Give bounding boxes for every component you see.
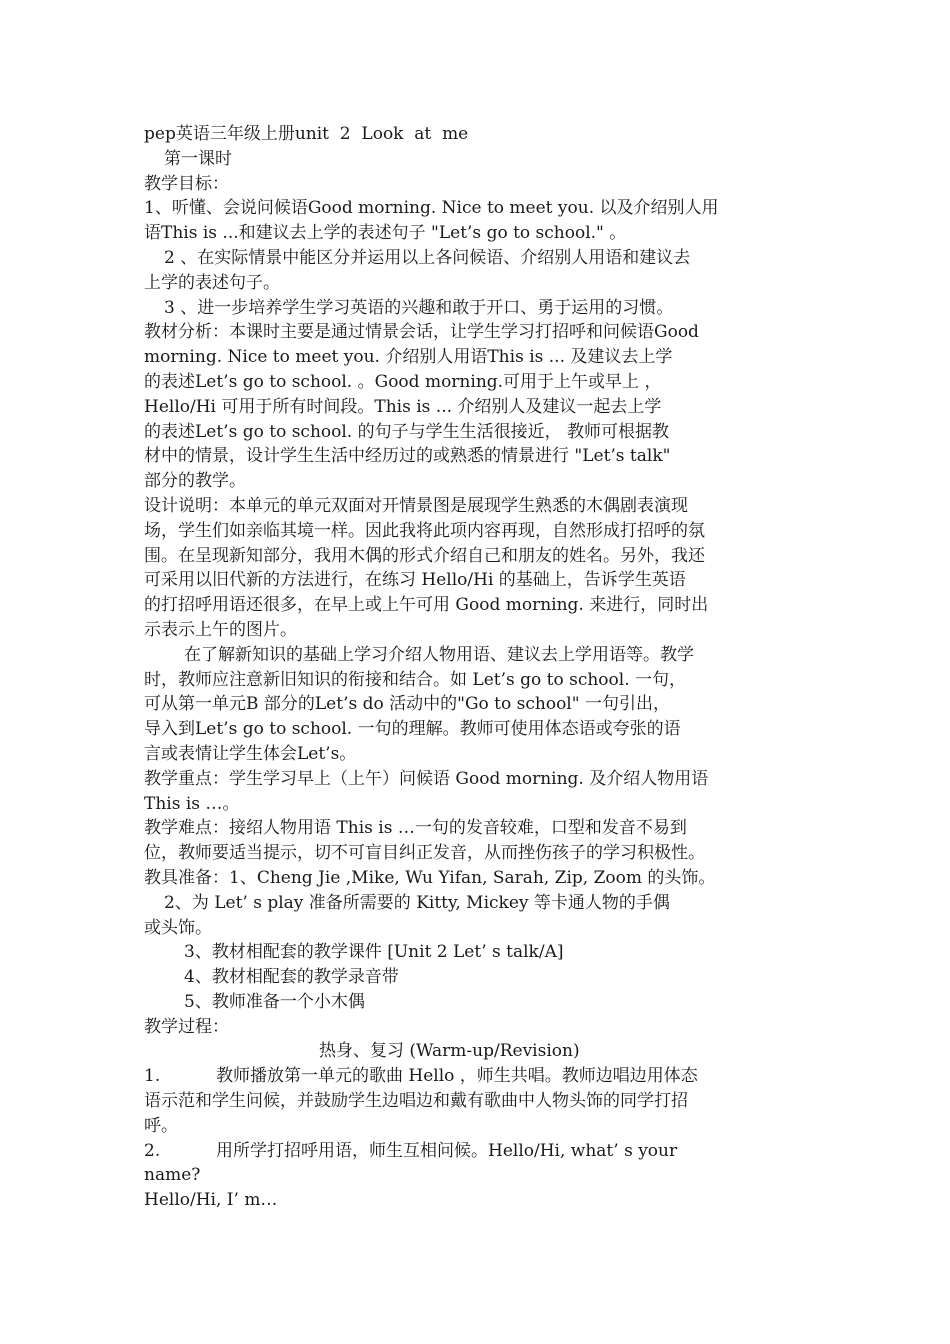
materials-line: 教具准备：1、Cheng Jie ,Mike, Wu Yifan, Sarah, Zip, Zoom 的头饰。 bbox=[144, 867, 716, 888]
warmup-heading: 热身、复习 (Warm-up/Revision) bbox=[319, 1041, 580, 1062]
step-2-text: 用所学打招呼用语，师生互相问候。Hello/Hi, what’ s your bbox=[216, 1140, 678, 1161]
objective-line: 2 、在实际情景中能区分并运用以上各问候语、介绍别人用语和建议去 bbox=[164, 247, 691, 268]
step-2-line: Hello/Hi, I’ m… bbox=[144, 1190, 278, 1211]
difficulties-line: 教学难点：接绍人物用语 This is …一句的发音较难，口型和发音不易到 bbox=[144, 818, 687, 839]
objective-line: 1、听懂、会说问候语Good morning. Nice to meet you. 以及介绍别人用 bbox=[144, 198, 719, 219]
materials-line: 3、教材相配套的教学课件 [Unit 2 Let’ s talk/A] bbox=[184, 942, 564, 963]
step-1-line: 语示范和学生问候，并鼓励学生边唱边和戴有歌曲中人物头饰的同学打招 bbox=[144, 1091, 688, 1112]
key-points-line: This is …。 bbox=[144, 793, 240, 814]
document-title: pep英语三年级上册unit 2 Look at me bbox=[144, 124, 469, 144]
materials-line: 或头饰。 bbox=[144, 917, 212, 938]
design-line: 可采用以旧代新的方法进行，在练习 Hello/Hi 的基础上，告诉学生英语 bbox=[144, 570, 686, 591]
design-line: 的打招呼用语还很多，在早上或上午可用 Good morning. 来进行，同时出 bbox=[144, 595, 709, 616]
materials-line: 2、为 Let’ s play 准备所需要的 Kitty, Mickey 等卡通人物的手偶 bbox=[164, 892, 670, 913]
step-2-number: 2. bbox=[144, 1140, 161, 1161]
analysis-line: morning. Nice to meet you. 介绍别人用语This is ... 及建议去上学 bbox=[144, 347, 673, 368]
key-points-line: 教学重点：学生学习早上（上午）问候语 Good morning. 及介绍人物用语 bbox=[144, 768, 709, 789]
difficulties-line: 位，教师要适当提示，切不可盲目纠正发音，从而挫伤孩子的学习积极性。 bbox=[144, 843, 705, 864]
objectives-heading: 教学目标： bbox=[144, 173, 229, 194]
objective-line: 上学的表述句子。 bbox=[144, 272, 280, 293]
step-2-line: name? bbox=[144, 1165, 201, 1186]
step-1-text: 教师播放第一单元的歌曲 Hello ，师生共唱。教师边唱边用体态 bbox=[216, 1066, 698, 1087]
design-paragraph-line: 时，教师应注意新旧知识的衔接和结合。如 Let’s go to school. 一句， bbox=[144, 669, 687, 690]
analysis-line: 的表述Let’s go to school. 。Good morning.可用于上午或早上 ， bbox=[144, 371, 662, 392]
design-paragraph-line: 导入到Let’s go to school. 一句的理解。教师可使用体态语或夸张的语 bbox=[144, 719, 681, 740]
lesson-label: 第一课时 bbox=[164, 148, 232, 169]
analysis-line: 教材分析：本课时主要是通过情景会话，让学生学习打招呼和问候语Good bbox=[144, 322, 699, 343]
objective-line: 语This is ...和建议去上学的表述句子 "Let’s go to school." 。 bbox=[144, 223, 627, 244]
document-page bbox=[144, 122, 814, 1213]
analysis-line: 部分的教学。 bbox=[144, 471, 246, 492]
design-paragraph-line: 可从第一单元B 部分的Let’s do 活动中的"Go to school" 一句引出， bbox=[144, 694, 670, 715]
analysis-line: 的表述Let’s go to school. 的句子与学生生活很接近， 教师可根据教 bbox=[144, 421, 670, 442]
materials-line: 4、教材相配套的教学录音带 bbox=[184, 967, 399, 988]
design-line: 示表示上午的图片。 bbox=[144, 619, 297, 640]
analysis-line: Hello/Hi 可用于所有时间段。This is ... 介绍别人及建议一起去上学 bbox=[144, 396, 662, 417]
step-1-line bbox=[144, 1064, 814, 1089]
design-line: 围。在呈现新知部分，我用木偶的形式介绍自己和朋友的姓名。另外，我还 bbox=[144, 545, 705, 566]
design-line: 场，学生们如亲临其境一样。因此我将此项内容再现，自然形成打招呼的氛 bbox=[144, 520, 705, 541]
objective-line: 3 、进一步培养学生学习英语的兴趣和敢于开口、勇于运用的习惯。 bbox=[164, 297, 674, 318]
step-1-line: 呼。 bbox=[144, 1115, 178, 1136]
analysis-line: 材中的情景，设计学生生活中经历过的或熟悉的情景进行 "Let’s talk" bbox=[144, 446, 671, 467]
design-paragraph-line: 言或表情让学生体会Let’s。 bbox=[144, 743, 357, 764]
step-2-line bbox=[144, 1139, 814, 1164]
design-paragraph-line: 在了解新知识的基础上学习介绍人物用语、建议去上学用语等。教学 bbox=[184, 644, 694, 665]
step-1-number: 1. bbox=[144, 1066, 161, 1087]
design-line: 设计说明：本单元的单元双面对开情景图是展现学生熟悉的木偶剧表演现 bbox=[144, 495, 688, 516]
process-heading: 教学过程： bbox=[144, 1016, 229, 1037]
materials-line: 5、教师准备一个小木偶 bbox=[184, 991, 365, 1012]
